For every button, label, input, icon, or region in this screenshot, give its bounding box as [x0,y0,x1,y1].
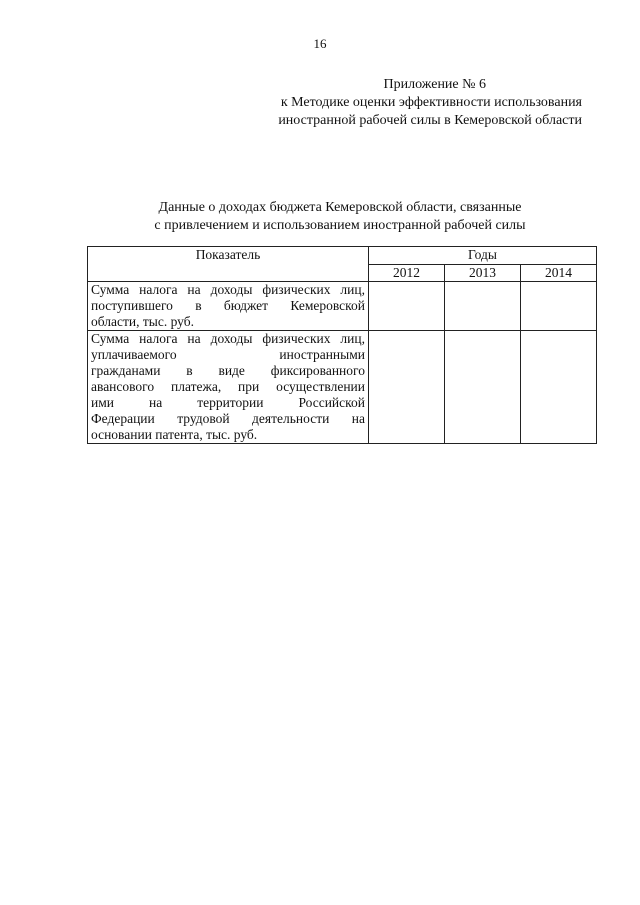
document-title [90,199,590,235]
indicator-cell [88,331,369,444]
header-year-2014: 2014 [521,264,597,282]
indicator-text-line: гражданами в виде фиксированного [91,363,365,378]
value-cell-2014 [521,282,597,331]
appendix-number: Приложение № 6 [383,77,486,92]
appendix-region-line: иностранной рабочей силы в Кемеровской области [278,113,582,128]
title-line-2: с привлечением и использованием иностранной рабочей силы [154,218,526,233]
indicator-cell [88,282,369,331]
title-line-1: Данные о доходах бюджета Кемеровской области, связанные [158,200,522,215]
value-cell-2014 [521,331,597,444]
budget-income-table [87,246,597,444]
indicator-text-line: уплачиваемого иностранными [91,347,365,362]
page-number: 16 [313,36,327,51]
indicator-text-line: области, тыс. руб. [91,314,194,329]
table-header-row [88,247,597,265]
header-indicator: Показатель [88,247,369,282]
table-row [88,331,597,444]
value-cell-2013 [445,331,521,444]
value-cell-2012 [369,331,445,444]
header-years: Годы [369,247,597,265]
header-year-2013: 2013 [445,264,521,282]
indicator-text-line: авансового платежа, при осуществлении [91,379,365,394]
header-year-2012: 2012 [369,264,445,282]
indicator-text-line: ими на территории Российской [91,395,365,410]
indicator-text-line: Федерации трудовой деятельности на [91,411,365,426]
indicator-text-line: поступившего в бюджет Кемеровской [91,298,365,313]
value-cell-2012 [369,282,445,331]
indicator-text-line: основании патента, тыс. руб. [91,427,258,442]
indicator-text-line: Сумма налога на доходы физических лиц, [91,331,365,346]
table-row [88,282,597,331]
appendix-reference [202,76,582,130]
appendix-methodology-line: к Методике оценки эффективности использования [280,95,582,110]
value-cell-2013 [445,282,521,331]
indicator-text-line: Сумма налога на доходы физических лиц, [91,282,365,297]
